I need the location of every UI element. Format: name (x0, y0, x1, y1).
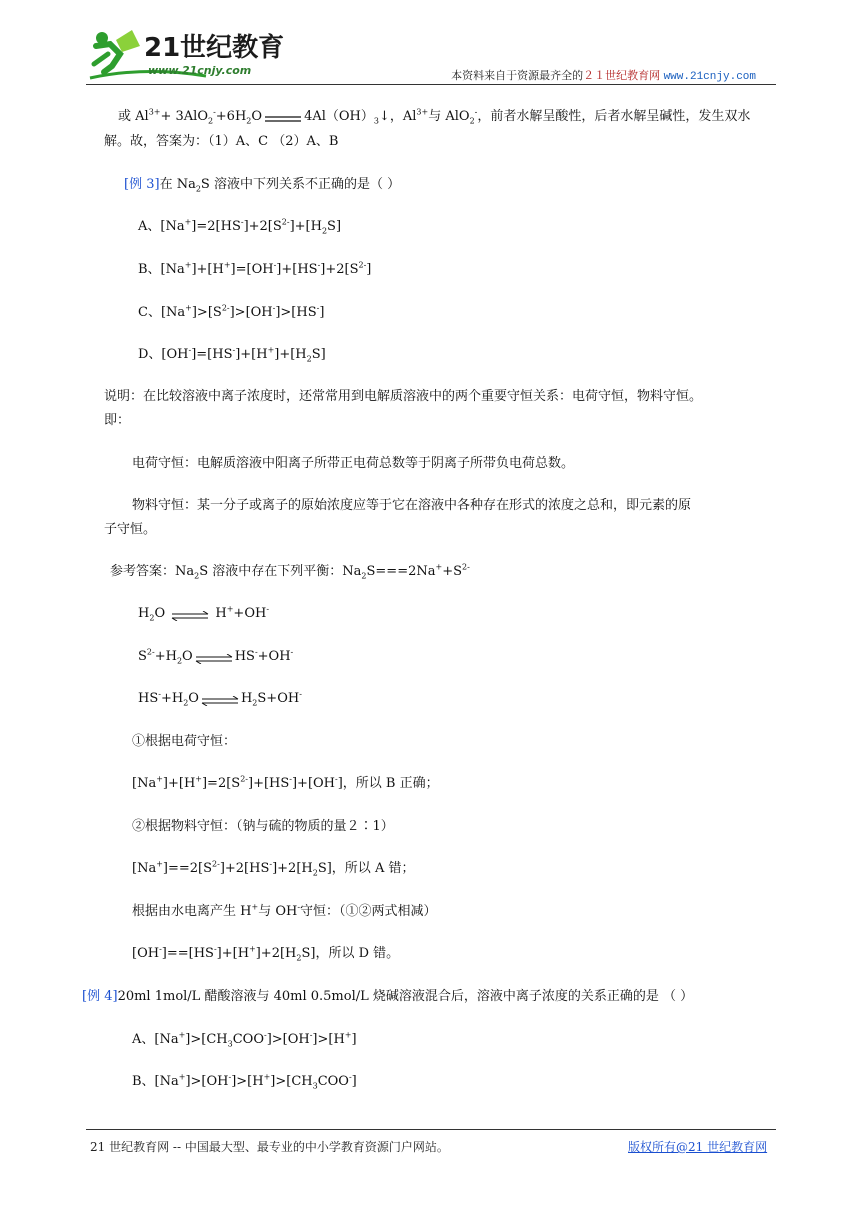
step-2-title: ②根据物料守恒：（钠与硫的物质的量２∶1） (132, 819, 394, 834)
example-3-tag: [例 3] (124, 177, 160, 192)
header-source-prefix: 本资料来自于资源最齐全的 (451, 69, 584, 82)
header-source-brand: ２１世纪教育网 (583, 69, 661, 82)
equilibrium-water: $H_2O$ H++OH- (138, 604, 270, 623)
answer-line-2: 解。故，答案为：（1）A、C （2）A、B (104, 134, 339, 149)
option-c: C、$[Na^+]>[S^{2-}]>[OH^-]>[HS^-]$ (138, 303, 325, 320)
material-conservation-line-1: 物料守恒：某一分子或离子的原始浓度应等于它在溶液中各种存在形式的浓度之总和，即元素的原 (132, 498, 692, 513)
logo-text: 21世纪教育 (144, 33, 285, 63)
option-b: B、$[Na^+]+[H^+]=[OH^-]+[HS^-]+2[S^{2-}]$ (138, 260, 372, 277)
example-4-tag: [例 4] (82, 989, 118, 1004)
step-1-title: ①根据电荷守恒： (132, 734, 237, 749)
footer-site-description: 21 世纪教育网 -- 中国最大型、最专业的中小学教育资源门户网站。 (90, 1140, 449, 1154)
example-4-option-a: A、$[Na^+]>[CH_3COO^-]>[OH^-]>[H^+]$ (132, 1030, 357, 1049)
logo-url-text: www.21cnjy.com (148, 64, 252, 77)
header-rule (86, 84, 776, 85)
example-4-option-b: B、$[Na^+]>[OH^-]>[H^+]>[CH_3COO^-]$ (132, 1072, 357, 1091)
reference-answer: 参考答案：$Na_2S$ 溶液中存在下列平衡：$Na_2S===2Na^++S^{2-}$ (110, 562, 470, 581)
charge-conservation: 电荷守恒：电解质溶液中阳离子所带正电荷总数等于阴离子所带负电荷总数。 (132, 456, 575, 471)
option-a: A、$[Na^+]=2[HS^-]+2[S^{2-}]+[H_2S]$ (138, 217, 342, 236)
header-source-url[interactable]: www.21cnjy.com (663, 71, 756, 83)
answer-line-1: 或 $Al^{3+}+ 3AlO_2^-+6H_2O$ $4Al(OH)_3↓$，$Al^{3+}$与 AlO$_2$-，前者水解呈酸性，后者水解呈碱性，发生双水 (118, 107, 751, 126)
step-3-title: 根据由水电离产生 H+与 OH-守恒：（①②两式相减） (132, 902, 437, 919)
header-source-note (451, 67, 756, 83)
logo (86, 20, 286, 82)
equilibrium-bisulfide: $HS^-+H_2O$ $H_2S+OH^-$ (138, 689, 302, 708)
footer-copyright-link[interactable]: 版权所有@21 世纪教育网 (628, 1140, 768, 1154)
step-1-equation: $[Na^+]+[H^+]=2[S^{2-}]+[HS^-]+[OH^-]$，所以 B 正确； (132, 774, 439, 791)
example-3-question: [例 3]在 $Na_2S$ 溶液中下列关系不正确的是（ ） (124, 177, 401, 194)
footer-rule (86, 1129, 776, 1130)
example-4-question: [例 4]20ml 1mol/L 醋酸溶液与 40ml 0.5mol/L 烧碱溶液混合后，溶液中离子浓度的关系正确的是 （ ） (82, 989, 694, 1004)
step-3-equation: $[OH^-]==[HS^-]+[H^+]+2[H_2S]$，所以 D 错。 (132, 944, 400, 963)
option-d: D、$[OH^-]=[HS^-]+[H^+]+[H_2S]$ (138, 345, 326, 364)
step-2-equation: $[Na^+]==2[S^{2-}]+2[HS^-]+2[H_2S]$，所以 A 错； (132, 859, 415, 878)
material-conservation-line-2: 子守恒。 (104, 522, 157, 537)
note-line-2: 即： (104, 413, 131, 428)
equilibrium-sulfide: $S^{2-}+H_2O$ HS-+OH- (138, 647, 294, 666)
note-line-1: 说明：在比较溶液中离子浓度时，还常常用到电解质溶液中的两个重要守恒关系：电荷守恒，物料守恒。 (104, 389, 703, 404)
